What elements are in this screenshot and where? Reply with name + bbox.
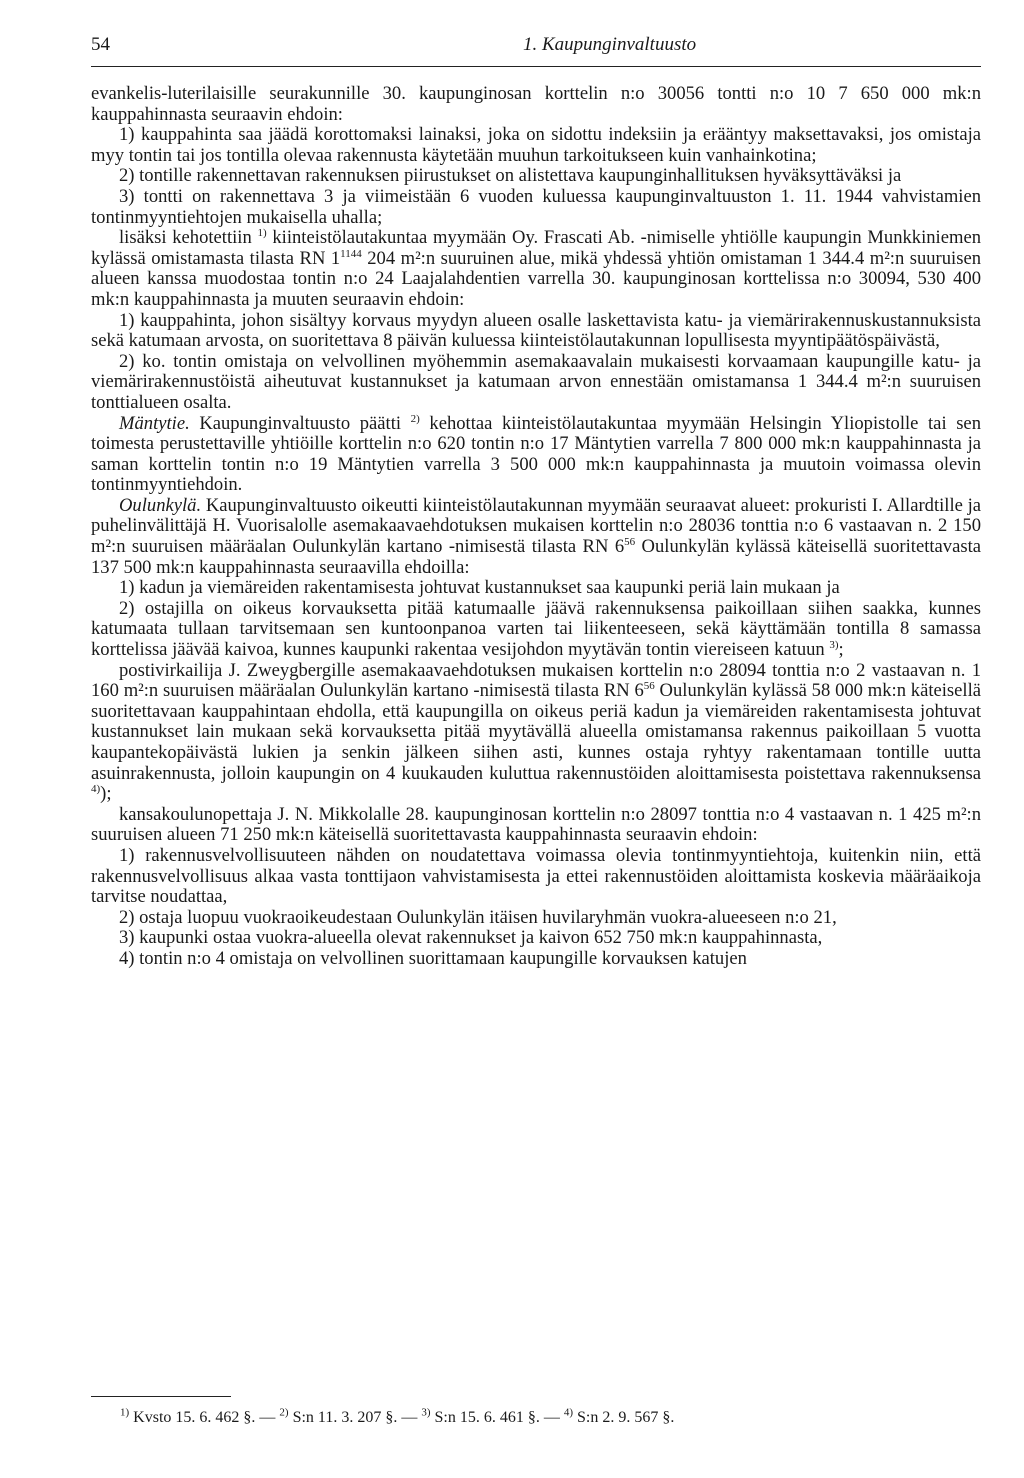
- text-run: Oulunkylän kylässä 58 000 mk:n käteisellä suoritettavaan kauppahintaan ehdolla, että kaupungilla on oikeus periä kadun ja viemäreiden rakentamisesta johtuvat kustannukset lain mukaan sekä korvauksetta pitää myytävällä alueella omistamansa rakennus paikoillaan 5 vuotta kaupantekopäivästä lukien ja senkin jälkeen siihen asti, kunnes ostaja ryhtyy rakentamaan tontille uutta asuinrakennusta, jolloin kaupungin on 4 kuukauden kuluttua rakennustöiden aloittamisesta poistettava rakennuksensa: [91, 680, 981, 784]
- paragraph: [91, 661, 981, 805]
- list-item: 2) tontille rakennettavan rakennuksen piirustukset on alistettava kaupunginhallituksen hyväksyttäväksi ja: [119, 165, 902, 187]
- text-run: 2) ostajilla on oikeus korvauksetta pitää katumaalle jäävä rakennuksensa paikoillaan siihen saakka, kunnes katumaata tullaan tarvitsemaan sen kuntoonpanoa varten tai liikenteeseen, sekä käyttämään tontilla 8 samassa korttelissa jäävää kaivoa, kunnes kaupunki rakentaa vesijohdon myytävän tontin viereiseen katuun: [91, 597, 981, 661]
- footnote-marker: 3): [421, 1406, 431, 1419]
- text-run: Oulunkylän kylässä käteisellä suoritettavasta 137 500 mk:n kauppahinnasta seuraavilla ehdoilla:: [91, 536, 981, 578]
- list-item: 1) kauppahinta saa jäädä korottomaksi lainaksi, joka on sidottu indeksiin ja erääntyy maksettavaksi, jos omistaja myy tontin tai jos tontilla olevaa rakennusta käytetään muuhun tarkoitukseen kuin vanhainkotina;: [91, 124, 981, 166]
- text-run: postivirkailija J. Zweygbergille asemakaavaehdotuksen mukaisen korttelin n:o 28094 tonttia n:o 2 vastaavan n. 1 160 m²:n suuruisen määräalan Oulunkylän kartano -nimisestä tilasta RN 6: [91, 659, 981, 702]
- list-item: 1) kauppahinta, johon sisältyy korvaus myydyn alueen osalle laskettavista katu- ja viemärirakennuskustannuksista sekä katumaan arvosta, on suoritettava 8 päivän kuluessa kiinteistölautakunnan lopullisesta myyntipäätöspäivästä,: [91, 309, 981, 352]
- list-item: 1) kadun ja viemäreiden rakentamisesta johtuvat kustannukset saa kaupunki periä lain mukaan ja: [119, 577, 840, 599]
- header-rule: [91, 66, 981, 67]
- superscript: 1144: [340, 247, 362, 260]
- body-text: [91, 84, 981, 970]
- text-run: ;: [838, 639, 844, 661]
- list-item: 4) tontin n:o 4 omistaja on velvollinen suorittamaan kaupungille korvauksen katujen: [119, 947, 747, 969]
- footnote-text: S:n 2. 9. 567 §.: [573, 1409, 675, 1426]
- footnote-text: Kvsto 15. 6. 462 §. —: [129, 1409, 280, 1426]
- list-item: [91, 599, 981, 661]
- text-run: );: [100, 783, 112, 805]
- footnote-text: S:n 11. 3. 207 §. —: [288, 1409, 422, 1426]
- list-item: 2) ko. tontin omistaja on velvollinen myöhemmin asemakaavalain mukaisesti korvaamaan kaupungille katu- ja viemärirakennustöistä aiheutuvat kustannukset ja katumaan arvon ennestään omistamansa 1 344.4 m²:n suuruisen tonttialueen osalta.: [91, 350, 981, 413]
- footnote-marker: 1): [120, 1406, 130, 1419]
- page-header: [91, 28, 981, 58]
- page-number: 54: [91, 34, 110, 55]
- footnote-ref: 4): [91, 783, 101, 795]
- footnote-ref: 2): [410, 412, 420, 425]
- running-title: 1. Kaupunginvaltuusto: [523, 34, 697, 55]
- text-run: lisäksi kehotettiin: [119, 227, 258, 249]
- text-run: kiinteistölautakuntaa myymään Oy. Frascati Ab. -nimiselle yhtiölle kaupungin Munkkiniemen kylässä omistamasta tilasta RN 1: [91, 227, 981, 269]
- footnote-rule: [91, 1396, 231, 1397]
- paragraph: [91, 228, 981, 310]
- list-item: 3) kaupunki ostaa vuokra-alueella olevat rakennukset ja kaivon 652 750 mk:n kauppahinnasta,: [119, 927, 823, 949]
- paragraph: evankelis-luterilaisille seurakunnille 30. kaupunginosan korttelin n:o 30056 tontti n:o 10 7 650 000 mk:n kauppahinnasta seuraavin ehdoin:: [91, 83, 981, 125]
- text-run: Kaupunginvaltuusto oikeutti kiinteistölautakunnan myymään seuraavat alueet: prokuristi I. Allardtille ja puhelinvälittäjä H. Vuorisalolle asemakaavaehdotuksen mukaisen korttelin n:o 28036 tonttia n:o 6 vastaavan n. 2 150 m²:n suuruisen määräalan Oulunkylän kartano -nimisestä tilasta RN 6: [91, 494, 981, 558]
- superscript: 56: [624, 535, 636, 548]
- text-run: kehottaa kiinteistölautakuntaa myymään Helsingin Yliopistolle tai sen toimesta perustettaville yhtiöille korttelin n:o 620 tontin n:o 17 Mäntytien varrella 7 800 000 mk:n kauppahinnasta ja saman korttelin tontin n:o 19 Mäntytien varrella 3 500 000 mk:n kauppahinnasta ja muutoin voimassa olevin tontinmyyntiehdoin.: [91, 412, 981, 496]
- list-item: 1) rakennusvelvollisuuteen nähden on noudatettava voimassa olevia tontinmyyntiehtoja, kuitenkin niin, että rakennusvelvollisuus alkaa vasta tonttijaon vahvistamisesta ja ettei rakennustöiden aloittamista koskevia määräaikoja tarvitse noudattaa,: [91, 844, 981, 908]
- paragraph: [91, 496, 981, 578]
- footnote-marker: 4): [563, 1406, 574, 1419]
- text-run: Kaupunginvaltuusto päätti: [189, 412, 411, 434]
- paragraph: [91, 414, 981, 496]
- list-item: 2) ostaja luopuu vuokraoikeudestaan Oulunkylän itäisen huvilaryhmän vuokra-alueeseen n:o 21,: [119, 906, 837, 928]
- paragraph: kansakoulunopettaja J. N. Mikkolalle 28. kaupunginosan korttelin n:o 28097 tonttia n:o 4 vastaavan n. 1 425 m²:n suuruisen alueen 71 250 mk:n käteisellä suoritettavasta kauppahinnasta seuraavin ehdoin:: [91, 803, 981, 846]
- footnote-marker: 2): [279, 1406, 289, 1419]
- footnote-ref: 3): [829, 638, 839, 651]
- superscript: 56: [643, 680, 655, 693]
- list-item: 3) tontti on rakennettava 3 ja viimeistään 6 vuoden kuluessa kaupunginvaltuuston 1. 11. 1944 vahvistamien tontinmyyntiehtojen mukaisella uhalla;: [91, 185, 981, 228]
- footnotes: [120, 1408, 980, 1428]
- section-lead: Oulunkylä.: [119, 494, 202, 516]
- footnote-text: S:n 15. 6. 461 §. —: [430, 1409, 564, 1426]
- section-lead: Mäntytie.: [119, 412, 190, 434]
- text-run: 204 m²:n suuruinen alue, mikä yhdessä yhtiön omistaman 1 344.4 m²:n suuruisen alueen kanssa muodostaa tontin n:o 24 Laajalahdentien varrella 30. kaupunginosan korttelissa n:o 30094, 530 400 mk:n kauppahinnasta ja muuten seuraavin ehdoin:: [91, 247, 981, 310]
- footnote-ref: 1): [257, 226, 267, 239]
